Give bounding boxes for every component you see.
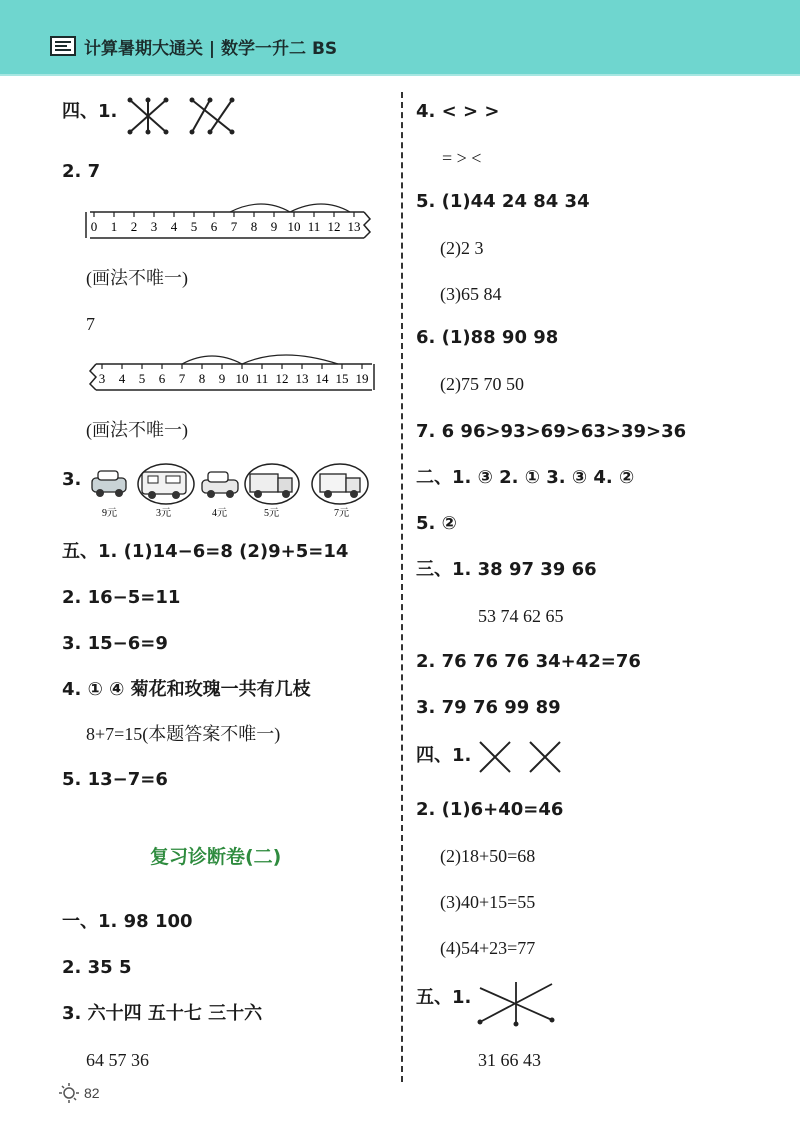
truck-icon <box>245 464 299 504</box>
tick-label: 5 <box>190 219 198 234</box>
tick-label: 10 <box>235 371 249 386</box>
a4b: = > < <box>442 148 482 168</box>
page-number: 82 <box>84 1085 100 1101</box>
note-2: (画法不唯一) <box>86 420 188 440</box>
a5-2: (2)2 3 <box>440 238 484 258</box>
r2: 2. 35 5 <box>62 957 132 978</box>
tick-label: 11 <box>255 371 269 386</box>
tick-label: 14 <box>315 371 329 386</box>
a4: 4. < > > <box>416 101 500 122</box>
tick-label: 4 <box>170 219 178 234</box>
d2-4: (4)54+23=77 <box>440 938 536 958</box>
a5-1: 5. (1)44 24 84 34 <box>416 191 590 212</box>
tick-label: 5 <box>138 371 146 386</box>
tick-label: 6 <box>158 371 166 386</box>
matching-lines-3 <box>476 980 566 1028</box>
price-label: 7元 <box>334 508 349 519</box>
a6-1: 6. (1)88 90 98 <box>416 327 559 348</box>
tick-label: 1 <box>110 219 118 234</box>
sun-icon <box>58 1082 80 1104</box>
tick-label: 19 <box>355 371 369 386</box>
price-label: 4元 <box>212 508 227 519</box>
c1: 三、1. 38 97 39 66 <box>416 559 597 580</box>
r3: 3. 六十四 五十七 三十六 <box>62 1003 263 1024</box>
ambulance-icon <box>138 464 194 504</box>
b1: 二、1. ③ 2. ① 3. ③ 4. ② <box>416 467 635 488</box>
s4-q2-label: 2. 7 <box>62 161 101 182</box>
tick-label: 12 <box>275 371 289 386</box>
tick-label: 8 <box>198 371 206 386</box>
number-line-2 <box>82 352 382 396</box>
s5-q2: 2. 16−5=11 <box>62 587 181 608</box>
s5-q4b: 8+7=15(本题答案不唯一) <box>86 724 281 744</box>
tick-label: 7 <box>178 371 186 386</box>
s4-q3-label: 3. <box>62 469 82 490</box>
tick-label: 9 <box>218 371 226 386</box>
tick-label: 3 <box>98 371 106 386</box>
d2-1: 2. (1)6+40=46 <box>416 799 564 820</box>
a7: 7. 6 96>93>69>63>39>36 <box>416 421 687 442</box>
d1-label: 四、1. <box>416 745 472 766</box>
e1-label: 五、1. <box>416 987 472 1008</box>
s5-q3: 3. 15−6=9 <box>62 633 168 654</box>
r1: 一、1. 98 100 <box>62 911 193 932</box>
price-label: 3元 <box>156 508 171 519</box>
tick-label: 7 <box>230 219 238 234</box>
a5-3: (3)65 84 <box>440 284 502 304</box>
tick-label: 15 <box>335 371 349 386</box>
tick-label: 4 <box>118 371 126 386</box>
r3b: 64 57 36 <box>86 1050 149 1070</box>
red-car-icon <box>92 471 126 497</box>
tick-label: 9 <box>270 219 278 234</box>
matching-lines-2 <box>478 740 568 774</box>
tick-label: 10 <box>287 219 301 234</box>
van-icon <box>312 464 368 504</box>
price-label: 9元 <box>102 508 117 519</box>
a6-2: (2)75 70 50 <box>440 374 524 394</box>
tick-label: 13 <box>347 219 361 234</box>
tick-label: 3 <box>150 219 158 234</box>
q2b-answer: 7 <box>86 314 95 334</box>
tick-label: 8 <box>250 219 258 234</box>
section-title: 复习诊断卷(二) <box>150 846 282 868</box>
column-divider <box>401 92 403 1082</box>
tick-label: 13 <box>295 371 309 386</box>
matching-lines-1 <box>126 96 256 136</box>
header-banner <box>0 0 800 76</box>
book-icon <box>50 36 76 56</box>
price-label: 5元 <box>264 508 279 519</box>
e1-nums: 31 66 43 <box>478 1050 541 1070</box>
s5-q4: 4. ① ④ 菊花和玫瑰一共有几枝 <box>62 679 311 700</box>
tick-label: 2 <box>130 219 138 234</box>
small-car-icon <box>202 472 238 498</box>
tick-label: 11 <box>307 219 321 234</box>
tick-label: 0 <box>90 219 98 234</box>
tick-label: 12 <box>327 219 341 234</box>
c2: 2. 76 76 76 34+42=76 <box>416 651 641 672</box>
s4-q1-label: 四、1. <box>62 101 118 122</box>
d2-2: (2)18+50=68 <box>440 846 536 866</box>
vehicle-row <box>84 460 384 520</box>
d2-3: (3)40+15=55 <box>440 892 536 912</box>
c3: 3. 79 76 99 89 <box>416 697 561 718</box>
number-line-1 <box>82 200 382 244</box>
b5: 5. ② <box>416 513 457 534</box>
s5-q1: 五、1. (1)14−6=8 (2)9+5=14 <box>62 541 349 562</box>
header-title: 计算暑期大通关 | 数学一升二 BS <box>84 39 338 59</box>
c1b: 53 74 62 65 <box>478 606 564 626</box>
tick-label: 6 <box>210 219 218 234</box>
note-1: (画法不唯一) <box>86 268 188 288</box>
s5-q5: 5. 13−7=6 <box>62 769 168 790</box>
